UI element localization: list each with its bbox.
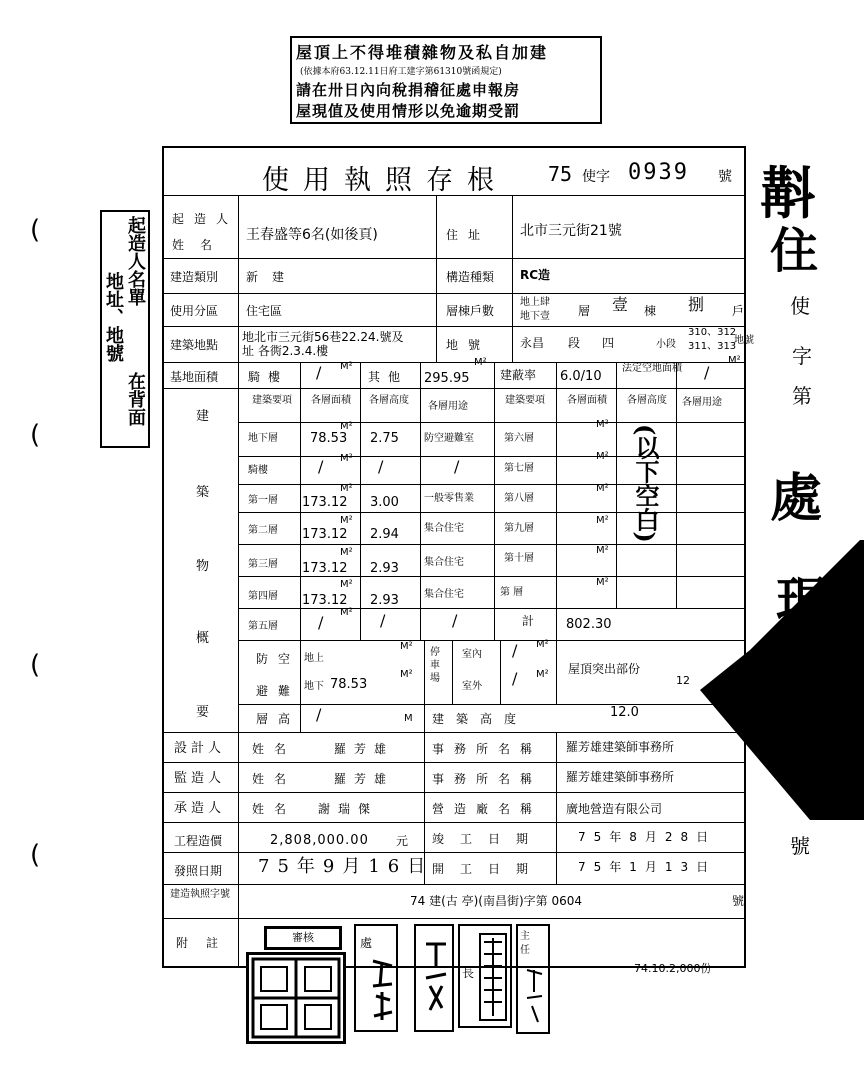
overview-char-5: 要 bbox=[196, 705, 210, 720]
floor-use: 集合住宅 bbox=[424, 589, 464, 600]
unit-m2: M² bbox=[340, 515, 353, 526]
col-header-use-r: 各層用途 bbox=[682, 397, 722, 408]
cost-value: 2,808,000.00 bbox=[270, 833, 369, 848]
supervisor-label: 監造人 bbox=[174, 771, 226, 786]
grid-line bbox=[360, 362, 361, 640]
margin-mark: ( bbox=[30, 840, 41, 870]
unit-m2: M² bbox=[596, 419, 609, 430]
unit-m2: M² bbox=[728, 355, 741, 366]
parking-outdoor-value: / bbox=[512, 669, 518, 688]
floors-dong: 棟 bbox=[644, 304, 657, 318]
grid-line bbox=[452, 640, 453, 704]
floors-ceng: 層 bbox=[578, 304, 591, 318]
signature-box-4 bbox=[516, 924, 550, 1034]
floors-dong-count: 壹 bbox=[612, 295, 629, 314]
stamp-label-chu: 處 bbox=[360, 936, 373, 950]
site-value-2: 址 各衖2.3.4.樓 bbox=[242, 344, 329, 358]
grid-line bbox=[512, 196, 513, 362]
contractor-name: 謝瑞傑 bbox=[318, 802, 379, 816]
floor-name-r: 第十層 bbox=[504, 553, 534, 564]
grid-line bbox=[500, 640, 501, 704]
floor-use: 一般零售業 bbox=[424, 493, 474, 504]
parking-label: 停車場 bbox=[430, 647, 440, 684]
roof-value: 12 bbox=[676, 674, 690, 687]
other-label: 其他 bbox=[368, 370, 409, 384]
grid-line bbox=[494, 362, 495, 640]
unit-m2: M² bbox=[340, 547, 353, 558]
grid-line bbox=[556, 732, 557, 884]
col-header-height-r: 各層高度 bbox=[627, 395, 667, 406]
permit-type: 使字 bbox=[582, 169, 610, 185]
margin-mark: ( bbox=[30, 650, 41, 680]
floor-height: 2.93 bbox=[370, 593, 399, 608]
issue-label: 發照日期 bbox=[174, 864, 223, 878]
floor-height: 2.93 bbox=[370, 561, 399, 576]
floor-name-r: 第 層 bbox=[500, 587, 524, 598]
unit-m2: M² bbox=[474, 357, 487, 368]
grid-line bbox=[162, 852, 746, 853]
permit-label: 建造執照字號 bbox=[170, 889, 230, 900]
lot-value-2: 311、313 bbox=[688, 341, 737, 352]
unit-m2: M² bbox=[536, 669, 549, 680]
office-label: 事務所名稱 bbox=[432, 742, 543, 756]
designer-office: 羅芳雄建築師事務所 bbox=[566, 740, 675, 754]
coverage-label: 建蔽率 bbox=[500, 368, 537, 382]
name-label: 姓名 bbox=[252, 772, 297, 786]
floor-name-r: 第七層 bbox=[504, 463, 534, 474]
height-label: 層高 bbox=[256, 712, 301, 726]
start-value: 75年1月13日 bbox=[578, 860, 717, 874]
edge-char-8: 號 bbox=[790, 834, 810, 858]
floor-area: 173.12 bbox=[302, 561, 348, 576]
roof-notice bbox=[290, 36, 602, 124]
overview-char-4: 概 bbox=[196, 631, 210, 646]
floor-name-r: 第六層 bbox=[504, 433, 534, 444]
parking-indoor: 室內 bbox=[462, 649, 482, 660]
stamp-label-zhang: 長 bbox=[462, 966, 475, 980]
unit-m2: M² bbox=[596, 451, 609, 462]
floor-name-r: 計 bbox=[522, 614, 535, 628]
notes-label: 附註 bbox=[176, 936, 237, 950]
signature-icon bbox=[422, 938, 450, 1024]
unit-m2: M² bbox=[536, 639, 549, 650]
footer-print-count: 74.10.2,000份 bbox=[634, 962, 712, 975]
shelter-below-value: 78.53 bbox=[330, 677, 368, 692]
floor-use: / bbox=[452, 611, 458, 630]
factory-label: 營造廠名稱 bbox=[432, 802, 543, 816]
notice-line-3: 請在卅日內向稅捐稽征處申報房 bbox=[296, 81, 521, 99]
unit-m2: M² bbox=[340, 579, 353, 590]
floor-area: 173.12 bbox=[302, 495, 348, 510]
address-value: 北市三元街21號 bbox=[520, 223, 622, 239]
right-blank-note: (以下空白) bbox=[631, 424, 660, 543]
col-header-use: 各層用途 bbox=[428, 401, 468, 412]
side-note-col-2: 地址、地號 bbox=[103, 272, 124, 362]
floor-area: 78.53 bbox=[310, 431, 348, 446]
grid-line bbox=[162, 732, 746, 733]
permit-suffix: 號 bbox=[732, 894, 745, 908]
completion-value: 75年8月28日 bbox=[578, 830, 717, 844]
floors-hu: 戶 bbox=[732, 304, 745, 318]
grid-line bbox=[300, 362, 301, 732]
side-note-col-3: 在背面 bbox=[125, 372, 146, 426]
annex-value: / bbox=[316, 363, 322, 382]
floors-above: 地上肆 bbox=[520, 297, 550, 308]
structure-value: RC造 bbox=[520, 268, 551, 282]
grid-line bbox=[556, 640, 557, 704]
unit-m2: M² bbox=[340, 361, 353, 372]
cost-unit: 元 bbox=[396, 834, 409, 848]
legal-value: / bbox=[704, 363, 710, 382]
review-stamp bbox=[264, 926, 342, 950]
grid-line bbox=[162, 884, 746, 885]
signature-box-3 bbox=[458, 924, 512, 1028]
col-header-floor: 建築要項 bbox=[252, 395, 292, 406]
structure-label: 構造種類 bbox=[446, 270, 495, 284]
grid-line bbox=[162, 293, 746, 294]
supervisor-name: 羅芳雄 bbox=[334, 772, 395, 786]
lot-num: 四 bbox=[602, 336, 615, 350]
floor-name: 第五層 bbox=[248, 621, 278, 632]
overview-char-1: 建 bbox=[196, 409, 210, 424]
floor-use: / bbox=[454, 457, 460, 476]
col-header-floor-r: 建築要項 bbox=[505, 395, 545, 406]
edge-char-5: 第 bbox=[792, 384, 812, 408]
owner-label-1: 起造人 bbox=[172, 212, 239, 226]
building-height-value: 12.0 bbox=[610, 705, 639, 720]
floor-area: / bbox=[318, 613, 324, 632]
grid-line bbox=[616, 362, 617, 608]
floor-name: 第三層 bbox=[248, 559, 278, 570]
margin-mark: ( bbox=[30, 215, 41, 245]
floor-use: 集合住宅 bbox=[424, 557, 464, 568]
signature-icon bbox=[524, 966, 546, 1026]
address-label: 住址 bbox=[446, 228, 491, 242]
floor-name: 第四層 bbox=[248, 591, 278, 602]
unit-m2: M² bbox=[596, 545, 609, 556]
floor-name-r: 第八層 bbox=[504, 493, 534, 504]
overview-char-3: 物 bbox=[196, 559, 210, 574]
name-label: 姓名 bbox=[252, 802, 297, 816]
grid-line bbox=[162, 822, 746, 823]
site-label: 建築地點 bbox=[170, 338, 219, 352]
permit-suffix: 號 bbox=[718, 169, 732, 185]
contractor-company: 廣地營造有限公司 bbox=[566, 802, 663, 816]
review-stamp-label: 審核 bbox=[292, 931, 314, 944]
build-type-value: 新建 bbox=[246, 270, 299, 284]
notice-line-1: 屋頂上不得堆積雜物及私自加建 bbox=[296, 43, 549, 62]
side-note bbox=[100, 210, 150, 448]
office-label: 事務所名稱 bbox=[432, 772, 543, 786]
permit-year: 75 bbox=[548, 162, 573, 186]
grid-line bbox=[162, 326, 746, 327]
area-label: 基地面積 bbox=[170, 370, 219, 384]
edge-char-6: 處 bbox=[770, 468, 823, 529]
unit-m2: M² bbox=[340, 483, 353, 494]
notice-line-4: 屋現值及使用情形以免逾期受罰 bbox=[296, 102, 521, 120]
signature-box-2 bbox=[414, 924, 454, 1032]
grid-line bbox=[238, 196, 239, 968]
roof-label: 屋頂突出部份 bbox=[568, 662, 641, 676]
unit-m2: M² bbox=[400, 669, 413, 680]
shelter-label-1: 防空 bbox=[256, 652, 301, 666]
unit-m2: M² bbox=[340, 453, 353, 464]
floor-name: 第一層 bbox=[248, 495, 278, 506]
build-type-label: 建造類別 bbox=[170, 270, 219, 284]
building-height-label: 建築高度 bbox=[432, 712, 529, 726]
coverage-value: 6.0/10 bbox=[560, 369, 602, 384]
edge-char-7: 現 bbox=[776, 572, 829, 633]
signature-box-1 bbox=[354, 924, 398, 1032]
parking-indoor-value: / bbox=[512, 641, 518, 660]
edge-char-3: 使 bbox=[790, 294, 810, 318]
floors-hu-count: 捌 bbox=[688, 295, 705, 314]
col-header-area: 各層面積 bbox=[311, 395, 351, 406]
floor-name: 騎樓 bbox=[248, 465, 268, 476]
grid-line bbox=[162, 918, 746, 919]
shelter-label-2: 避難 bbox=[256, 684, 301, 698]
annex-label: 騎樓 bbox=[248, 370, 289, 384]
grid-line bbox=[424, 640, 425, 732]
floor-name: 第二層 bbox=[248, 525, 278, 536]
seal-icon bbox=[478, 932, 508, 1022]
floor-use: 防空避難室 bbox=[424, 433, 474, 444]
lot-label: 地號 bbox=[446, 338, 491, 352]
grid-line bbox=[162, 792, 746, 793]
owner-value: 王春盛等6名(如後頁) bbox=[246, 227, 378, 243]
unit-m2: M² bbox=[400, 641, 413, 652]
height-unit: M bbox=[404, 713, 413, 724]
grid-line bbox=[238, 484, 746, 485]
permit-value: 74 建(古 亭)(南昌街)字第 0604 bbox=[410, 894, 582, 908]
floor-area: 173.12 bbox=[302, 593, 348, 608]
unit-m2: M² bbox=[340, 607, 353, 618]
unit-m2: M² bbox=[340, 421, 353, 432]
edge-char-2: 住 bbox=[770, 223, 819, 279]
cost-label: 工程造價 bbox=[174, 834, 223, 848]
margin-mark: ( bbox=[30, 420, 41, 450]
shelter-above: 地上 bbox=[304, 653, 324, 664]
floors-label: 層棟戶數 bbox=[446, 304, 495, 318]
floor-height: / bbox=[380, 611, 386, 630]
completion-label: 竣工日期 bbox=[432, 832, 545, 846]
grid-line bbox=[238, 456, 746, 457]
grid-line bbox=[556, 362, 557, 640]
floor-name-r: 第九層 bbox=[504, 523, 534, 534]
floor-height: 2.75 bbox=[370, 431, 399, 446]
col-header-height: 各層高度 bbox=[369, 395, 409, 406]
col-header-area-r: 各層面積 bbox=[567, 395, 607, 406]
other-value: 295.95 bbox=[424, 371, 470, 386]
edge-char-4: 字 bbox=[792, 344, 812, 368]
start-label: 開工日期 bbox=[432, 862, 545, 876]
floors-below: 地下壹 bbox=[520, 311, 550, 322]
permit-number: 0939 bbox=[628, 160, 689, 185]
site-value-1: 地北市三元街56巷22.24.號及 bbox=[242, 330, 404, 344]
floor-height: / bbox=[378, 457, 384, 476]
floor-use: 集合住宅 bbox=[424, 523, 464, 534]
owner-label-2: 姓名 bbox=[172, 238, 229, 252]
unit-m2: M² bbox=[596, 515, 609, 526]
designer-name: 羅芳雄 bbox=[334, 742, 395, 756]
height-value: / bbox=[316, 705, 322, 724]
zone-label: 使用分區 bbox=[170, 304, 219, 318]
contractor-label: 承造人 bbox=[174, 801, 226, 816]
notice-line-2: (依據本府63.12.11日府工建字第61310號函規定) bbox=[300, 67, 502, 77]
stamp-label-zhuren: 主任 bbox=[520, 931, 530, 956]
lot-section: 永昌 bbox=[520, 336, 545, 350]
signature-icon bbox=[370, 956, 396, 1026]
grid-line bbox=[436, 196, 437, 362]
shelter-below: 地下 bbox=[304, 681, 324, 692]
supervisor-office: 羅芳雄建築師事務所 bbox=[566, 770, 675, 784]
grid-line bbox=[162, 762, 746, 763]
unit-m2: M² bbox=[596, 577, 609, 588]
floor-area: / bbox=[318, 457, 324, 476]
zone-value: 住宅區 bbox=[246, 304, 283, 318]
grid-line bbox=[238, 422, 746, 423]
issue-value: 75年9月16日 bbox=[258, 856, 434, 877]
overlapping-page-fragment bbox=[660, 540, 864, 820]
floor-height: 2.94 bbox=[370, 527, 399, 542]
grid-line bbox=[238, 512, 746, 513]
grid-line bbox=[420, 362, 421, 640]
name-label: 姓名 bbox=[252, 742, 297, 756]
side-note-col-1: 起造人名單 bbox=[125, 216, 146, 306]
floor-area: 173.12 bbox=[302, 527, 348, 542]
designer-label: 設計人 bbox=[174, 741, 226, 756]
lot-duan: 段 bbox=[568, 336, 581, 350]
seal-stamp bbox=[246, 952, 346, 1044]
page-title: 使用執照存根 bbox=[262, 165, 508, 196]
lot-value-1: 310、312 bbox=[688, 327, 737, 338]
lot-small: 小段 bbox=[656, 339, 676, 350]
legal-label: 法定空地面積 bbox=[622, 363, 682, 374]
floor-name: 地下層 bbox=[248, 433, 278, 444]
unit-m2: M² bbox=[596, 483, 609, 494]
seal-icon bbox=[249, 955, 343, 1041]
edge-char-1: 斠 bbox=[760, 161, 816, 227]
grid-line bbox=[162, 258, 746, 259]
lot-hao: 地號 bbox=[734, 335, 754, 346]
grid-line bbox=[162, 388, 746, 389]
overview-char-2: 築 bbox=[196, 485, 210, 500]
total-area: 802.30 bbox=[566, 617, 612, 632]
floor-height: 3.00 bbox=[370, 495, 399, 510]
parking-outdoor: 室外 bbox=[462, 681, 482, 692]
